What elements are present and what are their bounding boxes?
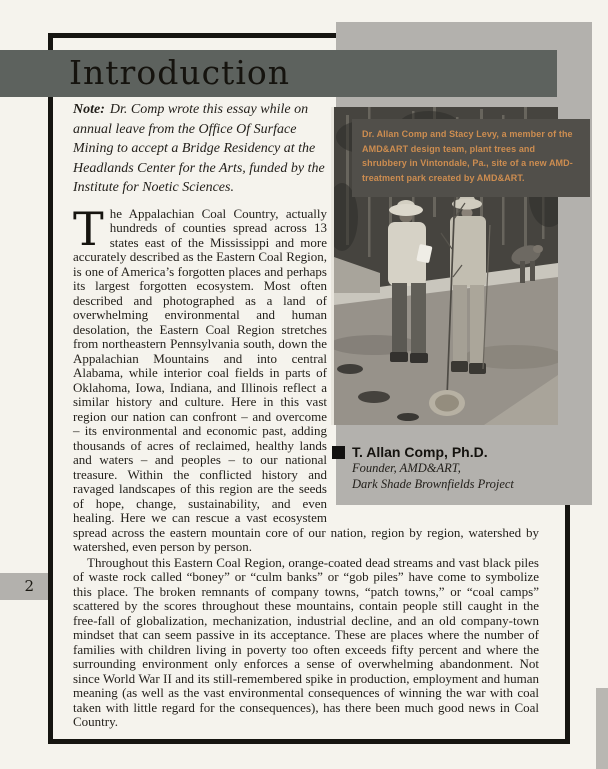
note-label: Note: xyxy=(73,102,105,117)
page-number-tab xyxy=(0,573,53,600)
credit-name: T. Allan Comp, Ph.D. xyxy=(352,444,488,460)
photo-caption-text: Dr. Allan Comp and Stacy Levy, a member of the AMD&ART design team, plant trees and shrubbery in Vintondale, Pa., site of a new AMD-treatment park created by AMD&ART. xyxy=(362,129,573,183)
photo-credit xyxy=(332,444,584,492)
photo-caption-box xyxy=(352,119,590,197)
square-bullet-icon xyxy=(332,446,345,459)
paragraph-2: Throughout this Eastern Coal Region, orange-coated dead streams and vast black piles of waste rock called “boney” or “culm banks” or “gob piles” have come to symbolize this place. The broken remnants of company towns, “patch towns,” or “coal camps” scattered by the scores throughout these mountains, contain people still caught in the free-fall of globalization, mechanization, industrial decline, and an old company-town mindset that can seem passive in its acceptance. These are places where the number of families with children living in poverty too often exceeds fifty percent and where the surrounding environment only enforces a sense of overwhelming abandonment. Not since World War II and its still-remembered spike in production, employment and human meaning (as well as the vast environmental consequences of winning the war with coal taken with little regard for the consequences), has there been much good news in Coal Country. xyxy=(73,554,539,729)
paragraph-1-text: he Appalachian Coal Country, actually hundreds of counties spread across 13 states east of the Mississippi and more accurately described as the Eastern Coal Region, is one of America’s forgotten places and perhaps its largest forgotten ecosystem. Most often described and photographed as a land of overwhelming environmental and human desolation, the Eastern Coal Region stretches from northeastern Pennsylvania south, down the Appalachian Mountains and into central Alabama, while interior coal fields in parts of Oklahoma, Iowa, Indiana, and Illinois reflect a similar history and culture. Here in this vast region our nation can confront – and overcome – its environmental and economic past, adding thousands of acres of reclaimed, healthy lands and waters – and peoples – to our national treasure. Within the conflicted history and ravaged landscapes of this region are the seeds of hope, change, sustainability, and even healing. Here we can rescue a vast ecosystem spread across the eastern mountain core of our nation, region by region, watershed by watershed, even person by person. xyxy=(73,205,539,554)
page-title: Introduction xyxy=(69,53,290,92)
page-number: 2 xyxy=(24,577,34,595)
scan-edge-artifact xyxy=(596,688,608,769)
note-text: Dr. Comp wrote this essay while on annual leave from the Office Of Surface Mining to accept a Bridge Residency at the Headlands Center for the Arts, funded by the Institute for Noetic Sciences. xyxy=(73,102,325,195)
credit-role-line2: Dark Shade Brownfields Project xyxy=(352,477,514,491)
chapter-header-bar xyxy=(0,50,557,97)
credit-role-line1: Founder, AMD&ART, xyxy=(352,461,461,475)
drop-cap: T xyxy=(73,201,104,256)
